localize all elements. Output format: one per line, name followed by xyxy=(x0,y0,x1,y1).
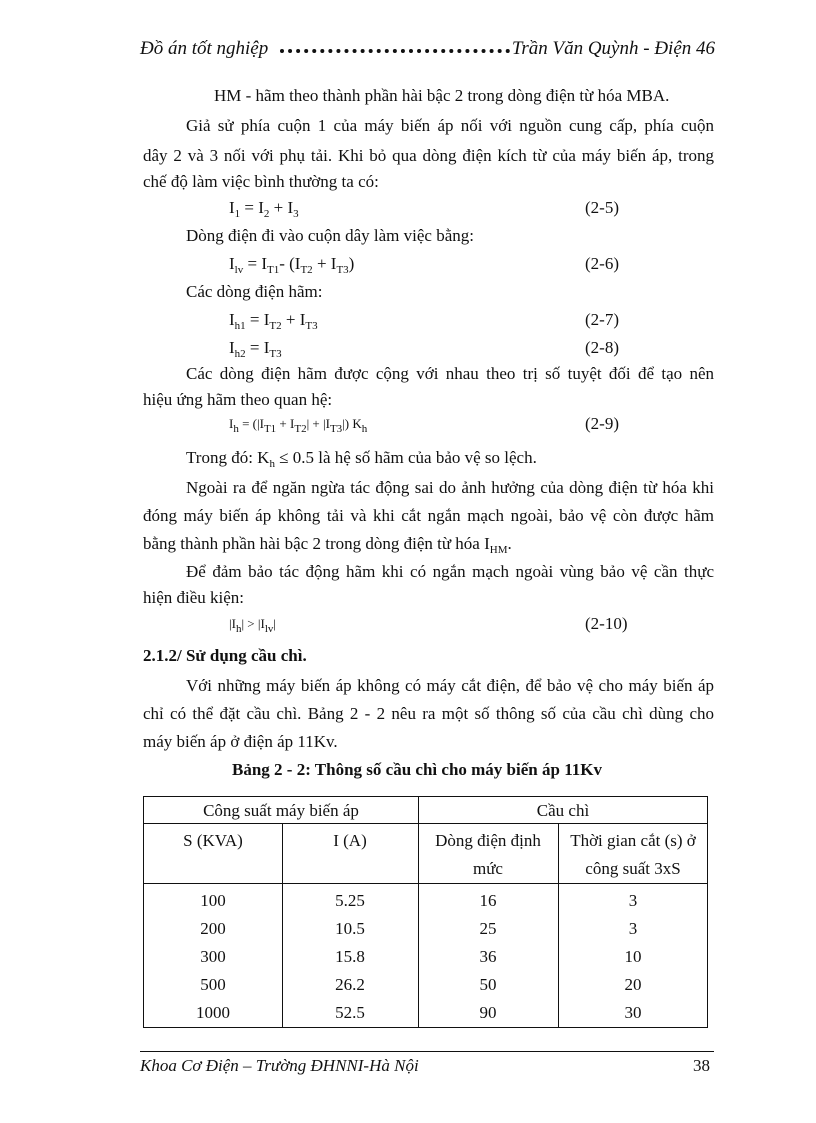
footer-rule xyxy=(140,1051,714,1052)
equation-number-2-7: (2-7) xyxy=(585,310,619,329)
equation-number-2-6: (2-6) xyxy=(585,254,619,273)
table-cell: 30 xyxy=(624,1003,642,1022)
table-group-header-fuse: Cầu chì xyxy=(536,801,590,820)
equation-number-2-8: (2-8) xyxy=(585,338,619,357)
table-divider xyxy=(144,823,707,824)
paragraph-8-line-2: chỉ có thể đặt cầu chì. Bảng 2 - 2 nêu ra một số thông số của cầu chì dùng cho xyxy=(143,704,714,723)
table-cell: 5.25 xyxy=(335,891,365,910)
equation-number-2-10: (2-10) xyxy=(585,614,628,633)
table-cell: 3 xyxy=(628,919,638,938)
table-header-current: I (A) xyxy=(333,831,367,850)
footer-institution: Khoa Cơ Điện – Trường ĐHNNI-Hà Nội xyxy=(140,1056,419,1075)
paragraph-hm: HM - hãm theo thành phần hài bậc 2 trong dòng điện từ hóa MBA. xyxy=(214,86,670,105)
table-cell: 50 xyxy=(479,975,497,994)
table-cell: 1000 xyxy=(196,1003,230,1022)
paragraph-3: Các dòng điện hãm: xyxy=(186,282,323,301)
paragraph-6-line-2: đóng máy biến áp không tải và khi cắt ngắn mạch ngoài, bảo vệ còn được hãm xyxy=(143,506,714,525)
paragraph-6-line-1: Ngoài ra để ngăn ngừa tác động sai do ảnh hưởng của dòng điện từ hóa khi xyxy=(186,478,714,497)
paragraph-5: Trong đó: $K_h \le 0.5$ là hệ số hãm của bảo vệ so lệch. xyxy=(186,448,537,470)
equation-2-10: $|I_h| > |I_{lv}|$ xyxy=(229,616,276,635)
equation-2-9: $I_h = (|I_{T1} + I_{T2}| + |I_{T3}|)$ $K_h$ xyxy=(229,416,368,435)
table-header-cut-time-1: Thời gian cắt (s) ở xyxy=(570,831,696,850)
table-cell: 20 xyxy=(624,975,642,994)
equation-2-8: $I_{h2} = I_{T3}$ xyxy=(229,338,282,360)
table-cell: 90 xyxy=(479,1003,497,1022)
table-cell: 300 xyxy=(200,947,226,966)
paragraph-8-line-1: Với những máy biến áp không có máy cắt điện, để bảo vệ cho máy biến áp xyxy=(186,676,714,695)
table-cell: 10 xyxy=(624,947,642,966)
equation-2-5: $I_1 = I_2 + I_3$ xyxy=(229,198,299,220)
table-group-header-transformer: Công suất máy biến áp xyxy=(203,801,359,820)
table-header-power: S (KVA) xyxy=(183,831,243,850)
table-cell: 3 xyxy=(628,891,638,910)
table-cell: 15.8 xyxy=(335,947,365,966)
equation-2-7: $I_{h1} = I_{T2} + I_{T3}$ xyxy=(229,310,318,332)
header-right-author: Trần Văn Quỳnh - Điện 46 xyxy=(511,38,715,59)
table-cell: 36 xyxy=(479,947,497,966)
paragraph-2: Dòng điện đi vào cuộn dây làm việc bằng: xyxy=(186,226,474,245)
header-left-title: Đồ án tốt nghiệp xyxy=(140,38,269,59)
paragraph-7-line-2: hiện điều kiện: xyxy=(143,588,245,607)
paragraph-7-line-1: Để đảm bảo tác động hãm khi có ngắn mạch ngoài vùng bảo vệ cần thực xyxy=(186,562,714,581)
section-heading: 2.1.2/ Sử dụng cầu chì. xyxy=(143,646,307,665)
table-cell: 25 xyxy=(479,919,497,938)
table-divider xyxy=(144,883,707,884)
paragraph-4-line-1: Các dòng điện hãm được cộng với nhau theo trị số tuyệt đối để tạo nên xyxy=(186,364,714,383)
table-header-rated-current-1: Dòng điện định xyxy=(435,831,541,850)
paragraph-8-line-3: máy biến áp ở điện áp 11Kv. xyxy=(143,732,338,751)
page-header xyxy=(140,38,715,64)
table-header-rated-current-2: mức xyxy=(473,859,503,878)
table-cell: 26.2 xyxy=(335,975,365,994)
table-caption: Bảng 2 - 2: Thông số cầu chì cho máy biến áp 11Kv xyxy=(232,760,602,779)
equation-number-2-5: (2-5) xyxy=(585,198,619,217)
equation-number-2-9: (2-9) xyxy=(585,414,619,433)
table-cell: 10.5 xyxy=(335,919,365,938)
table-cell: 52.5 xyxy=(335,1003,365,1022)
equation-2-6: $I_{lv} = I_{T1}-$ $(I_{T2} + I_{T3})$ xyxy=(229,254,355,276)
header-dot-leader xyxy=(280,49,510,53)
table-cell: 500 xyxy=(200,975,226,994)
paragraph-1-line-2: dây 2 và 3 nối với phụ tải. Khi bỏ qua dòng điện kích từ của máy biến áp, trong xyxy=(143,146,714,165)
paragraph-1-line-3: chế độ làm việc bình thường ta có: xyxy=(143,172,379,191)
table-cell: 16 xyxy=(479,891,497,910)
paragraph-6-line-3: bằng thành phần hài bậc 2 trong dòng điện từ hóa $I_{HM}$. xyxy=(143,534,512,556)
table-header-cut-time-2: công suất 3xS xyxy=(585,859,681,878)
page-number: 38 xyxy=(693,1056,710,1075)
fuse-parameter-table xyxy=(143,796,708,1028)
paragraph-4-line-2: hiệu ứng hãm theo quan hệ: xyxy=(143,390,333,409)
table-cell: 200 xyxy=(200,919,226,938)
paragraph-1-line-1: Giả sử phía cuộn 1 của máy biến áp nối với nguồn cung cấp, phía cuộn xyxy=(186,116,714,135)
table-cell: 100 xyxy=(200,891,226,910)
